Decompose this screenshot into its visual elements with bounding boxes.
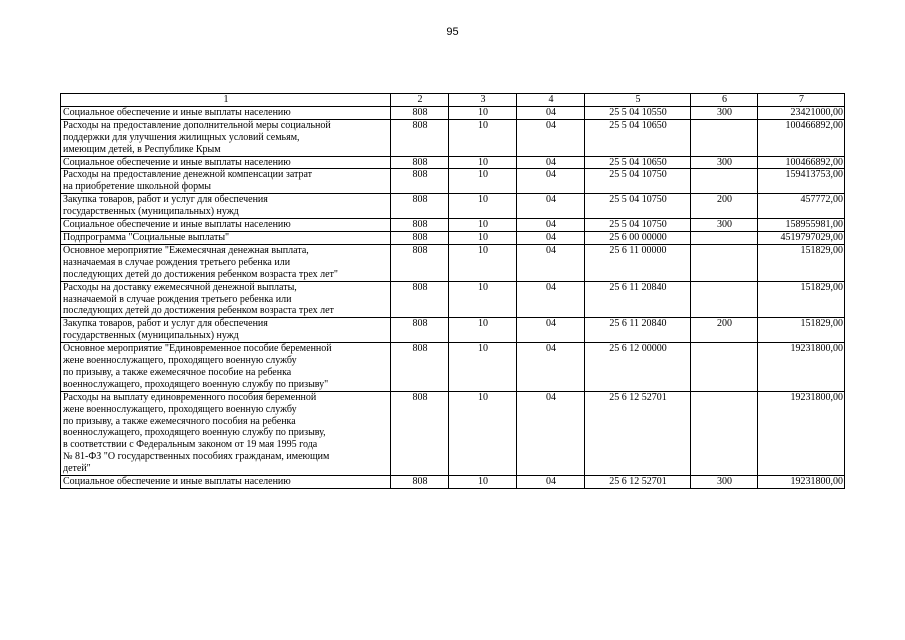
table-row xyxy=(61,119,845,156)
ministry-code: 808 xyxy=(391,156,449,169)
amount: 19231800,00 xyxy=(758,476,845,489)
subsection-code: 04 xyxy=(517,244,585,281)
column-header-6: 6 xyxy=(691,94,758,107)
row-name-line: Расходы на предоставление дополнительной меры социальной xyxy=(63,119,331,131)
row-name-line: Закупка товаров, работ и услуг для обеспечения xyxy=(63,318,268,330)
section-code: 10 xyxy=(449,281,517,318)
expense-type-code: 300 xyxy=(691,476,758,489)
ministry-code: 808 xyxy=(391,281,449,318)
row-name-line: Основное мероприятие "Единовременное пособие беременной xyxy=(63,343,332,355)
ministry-code: 808 xyxy=(391,219,449,232)
row-name xyxy=(61,231,391,244)
target-article-code: 25 5 04 10750 xyxy=(585,219,691,232)
amount: 159413753,00 xyxy=(758,169,845,194)
header-row xyxy=(61,94,845,107)
row-name-line: Подпрограмма "Социальные выплаты" xyxy=(63,231,230,243)
row-name-line: назначаемой в случае рождения третьего ребенка или xyxy=(63,293,292,305)
table-body xyxy=(61,106,845,488)
expense-type-code: 300 xyxy=(691,156,758,169)
row-name-line: детей" xyxy=(63,463,91,475)
budget-table xyxy=(60,93,845,489)
table-row xyxy=(61,194,845,219)
subsection-code: 04 xyxy=(517,231,585,244)
expense-type-code xyxy=(691,119,758,156)
expense-type-code xyxy=(691,244,758,281)
target-article-code: 25 6 11 00000 xyxy=(585,244,691,281)
row-name xyxy=(61,391,391,475)
row-name xyxy=(61,343,391,392)
expense-type-code xyxy=(691,281,758,318)
target-article-code: 25 5 04 10550 xyxy=(585,106,691,119)
row-name-line: по призыву, а также ежемесячного пособия на ребенка xyxy=(63,415,296,427)
target-article-code: 25 6 12 52701 xyxy=(585,391,691,475)
section-code: 10 xyxy=(449,106,517,119)
ministry-code: 808 xyxy=(391,476,449,489)
row-name xyxy=(61,119,391,156)
row-name-line: Социальное обеспечение и иные выплаты населению xyxy=(63,106,291,118)
row-name-line: последующих детей до достижения ребенком возраста трех лет xyxy=(63,305,334,317)
page-number: 95 xyxy=(446,26,459,38)
expense-type-code: 300 xyxy=(691,219,758,232)
row-name-line: последующих детей до достижения ребенком возраста трех лет" xyxy=(63,268,338,280)
ministry-code: 808 xyxy=(391,119,449,156)
row-name xyxy=(61,219,391,232)
table-row xyxy=(61,476,845,489)
subsection-code: 04 xyxy=(517,219,585,232)
column-header-2: 2 xyxy=(391,94,449,107)
row-name-line: имеющим детей, в Республике Крым xyxy=(63,143,221,155)
row-name-line: назначаемая в случае рождения третьего ребенка или xyxy=(63,256,291,268)
row-name-line: военнослужащего, проходящего военную службу по призыву, xyxy=(63,427,326,439)
row-name-line: Закупка товаров, работ и услуг для обеспечения xyxy=(63,194,268,206)
section-code: 10 xyxy=(449,194,517,219)
section-code: 10 xyxy=(449,391,517,475)
subsection-code: 04 xyxy=(517,169,585,194)
table-row xyxy=(61,231,845,244)
subsection-code: 04 xyxy=(517,476,585,489)
section-code: 10 xyxy=(449,343,517,392)
target-article-code: 25 5 04 10750 xyxy=(585,194,691,219)
table-row xyxy=(61,106,845,119)
table-row xyxy=(61,343,845,392)
subsection-code: 04 xyxy=(517,318,585,343)
expense-type-code xyxy=(691,343,758,392)
amount: 151829,00 xyxy=(758,281,845,318)
target-article-code: 25 6 12 00000 xyxy=(585,343,691,392)
subsection-code: 04 xyxy=(517,106,585,119)
table-row xyxy=(61,219,845,232)
row-name xyxy=(61,476,391,489)
subsection-code: 04 xyxy=(517,343,585,392)
table-row xyxy=(61,281,845,318)
row-name-line: Расходы на доставку ежемесячной денежной выплаты, xyxy=(63,281,297,293)
ministry-code: 808 xyxy=(391,343,449,392)
ministry-code: 808 xyxy=(391,169,449,194)
section-code: 10 xyxy=(449,169,517,194)
amount: 100466892,00 xyxy=(758,156,845,169)
target-article-code: 25 6 11 20840 xyxy=(585,281,691,318)
row-name xyxy=(61,106,391,119)
ministry-code: 808 xyxy=(391,391,449,475)
ministry-code: 808 xyxy=(391,194,449,219)
row-name-line: на приобретение школьной формы xyxy=(63,181,212,193)
amount: 151829,00 xyxy=(758,244,845,281)
target-article-code: 25 5 04 10650 xyxy=(585,156,691,169)
row-name-line: по призыву, а также ежемесячное пособие на ребенка xyxy=(63,366,292,378)
row-name-line: жене военнослужащего, проходящего военную службу xyxy=(63,403,297,415)
amount: 457772,00 xyxy=(758,194,845,219)
row-name-line: в соответствии с Федеральным законом от 19 мая 1995 года xyxy=(63,439,318,451)
table-row xyxy=(61,244,845,281)
row-name-line: поддержки для улучшения жилищных условий семьям, xyxy=(63,131,300,143)
amount: 19231800,00 xyxy=(758,343,845,392)
table-row xyxy=(61,318,845,343)
row-name-line: Расходы на выплату единовременного пособия беременной xyxy=(63,391,317,403)
section-code: 10 xyxy=(449,244,517,281)
expense-type-code: 200 xyxy=(691,194,758,219)
target-article-code: 25 6 11 20840 xyxy=(585,318,691,343)
section-code: 10 xyxy=(449,219,517,232)
target-article-code: 25 5 04 10750 xyxy=(585,169,691,194)
subsection-code: 04 xyxy=(517,281,585,318)
ministry-code: 808 xyxy=(391,244,449,281)
expense-type-code xyxy=(691,231,758,244)
row-name-line: Социальное обеспечение и иные выплаты населению xyxy=(63,476,291,488)
amount: 4519797029,00 xyxy=(758,231,845,244)
target-article-code: 25 5 04 10650 xyxy=(585,119,691,156)
row-name xyxy=(61,281,391,318)
row-name xyxy=(61,169,391,194)
expense-type-code: 300 xyxy=(691,106,758,119)
target-article-code: 25 6 00 00000 xyxy=(585,231,691,244)
row-name-line: государственных (муниципальных) нужд xyxy=(63,330,239,342)
row-name-line: военнослужащего, проходящего военную службу по призыву" xyxy=(63,378,329,390)
table-row xyxy=(61,156,845,169)
row-name xyxy=(61,156,391,169)
amount: 100466892,00 xyxy=(758,119,845,156)
table-row xyxy=(61,391,845,475)
section-code: 10 xyxy=(449,156,517,169)
row-name-line: Социальное обеспечение и иные выплаты населению xyxy=(63,219,291,231)
subsection-code: 04 xyxy=(517,156,585,169)
column-header-4: 4 xyxy=(517,94,585,107)
amount: 158955981,00 xyxy=(758,219,845,232)
row-name-line: № 81-ФЗ "О государственных пособиях гражданам, имеющим xyxy=(63,451,330,463)
row-name-line: жене военнослужащего, проходящего военную службу xyxy=(63,355,297,367)
subsection-code: 04 xyxy=(517,119,585,156)
column-header-3: 3 xyxy=(449,94,517,107)
row-name-line: Социальное обеспечение и иные выплаты населению xyxy=(63,156,291,168)
row-name-line: государственных (муниципальных) нужд xyxy=(63,206,239,218)
ministry-code: 808 xyxy=(391,106,449,119)
column-header-7: 7 xyxy=(758,94,845,107)
subsection-code: 04 xyxy=(517,391,585,475)
row-name-line: Расходы на предоставление денежной компенсации затрат xyxy=(63,169,313,181)
amount: 151829,00 xyxy=(758,318,845,343)
section-code: 10 xyxy=(449,318,517,343)
expense-type-code: 200 xyxy=(691,318,758,343)
column-header-1: 1 xyxy=(61,94,391,107)
ministry-code: 808 xyxy=(391,318,449,343)
table-row xyxy=(61,169,845,194)
subsection-code: 04 xyxy=(517,194,585,219)
row-name xyxy=(61,194,391,219)
expense-type-code xyxy=(691,169,758,194)
expense-type-code xyxy=(691,391,758,475)
amount: 23421000,00 xyxy=(758,106,845,119)
row-name xyxy=(61,244,391,281)
amount: 19231800,00 xyxy=(758,391,845,475)
ministry-code: 808 xyxy=(391,231,449,244)
column-header-5: 5 xyxy=(585,94,691,107)
section-code: 10 xyxy=(449,476,517,489)
target-article-code: 25 6 12 52701 xyxy=(585,476,691,489)
row-name xyxy=(61,318,391,343)
row-name-line: Основное мероприятие "Ежемесячная денежная выплата, xyxy=(63,244,309,256)
section-code: 10 xyxy=(449,231,517,244)
section-code: 10 xyxy=(449,119,517,156)
